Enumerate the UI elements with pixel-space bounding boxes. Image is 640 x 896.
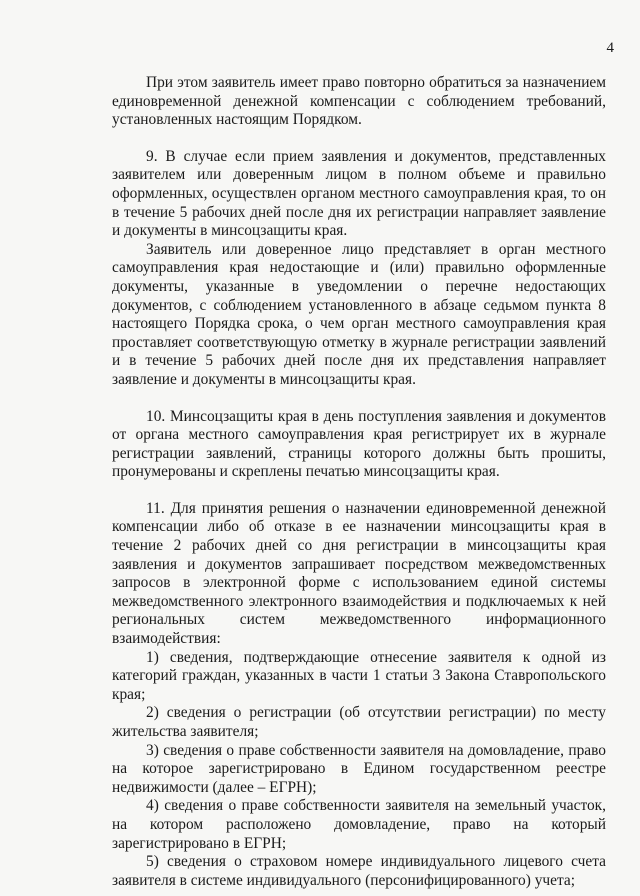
list-item-3: 3) сведения о праве собственности заявителя на домовладение, право на которое зарегистрировано в Едином государственном реестре недвижимости (далее – ЕГРН); bbox=[112, 741, 606, 796]
paragraph-clause-9: 9. В случае если прием заявления и документов, представленных заявителем или доверенным лицом в полном объеме и правильно оформленных, осуществлен органом местного самоуправления края, то он в течение 5 рабочих дней после дня их регистрации направляет заявление и документы в минсоцзащиты края. bbox=[112, 147, 606, 240]
paragraph-clause-9-missing-documents: Заявитель или доверенное лицо представляет в орган местного самоуправления края недостающие и (или) правильно оформленные документы, указанные в уведомлении о перечне недостающих документов, с соблюдением установленного в абзаце седьмом пункта 8 настоящего Порядка срока, о чем орган местного самоуправления края проставляет соответствующую отметку в журнале регистрации заявлений и в течение 5 рабочих дней после дня их представления направляет заявление и документы в минсоцзащиты края. bbox=[112, 240, 606, 388]
paragraph-clause-10: 10. Минсоцзащиты края в день поступления заявления и документов от органа местного самоуправления края регистрирует их в журнале регистрации заявлений, страницы которого должны быть прошиты, пронумерованы и скреплены печатью минсоцзащиты края. bbox=[112, 407, 606, 481]
document-body bbox=[112, 74, 606, 890]
paragraph-clause-11: 11. Для принятия решения о назначении единовременной денежной компенсации либо об отказе в ее назначении минсоцзащиты края в течение 2 рабочих дней со дня регистрации в минсоцзащиты края заявления и документов запрашивает посредством межведомственных запросов в электронной форме с использованием единой системы межведомственного электронного взаимодействия и подключаемых к ней региональных систем межведомственного информационного взаимодействия: bbox=[112, 499, 606, 648]
paragraph-repeat-application-right: При этом заявитель имеет право повторно обратиться за назначением единовременной денежной компенсации с соблюдением требований, установленных настоящим Порядком. bbox=[112, 74, 606, 129]
page-number: 4 bbox=[606, 40, 614, 56]
list-item-1: 1) сведения, подтверждающие отнесение заявителя к одной из категорий граждан, указанных в части 1 статьи 3 Закона Ставропольского края; bbox=[112, 648, 606, 703]
list-item-4: 4) сведения о праве собственности заявителя на земельный участок, на котором расположено домовладение, право на который зарегистрировано в ЕГРН; bbox=[112, 797, 606, 852]
list-item-2: 2) сведения о регистрации (об отсутствии регистрации) по месту жительства заявителя; bbox=[112, 704, 606, 740]
list-item-5: 5) сведения о страховом номере индивидуального лицевого счета заявителя в системе индивидуального (персонифицированного) учета; bbox=[112, 853, 606, 889]
